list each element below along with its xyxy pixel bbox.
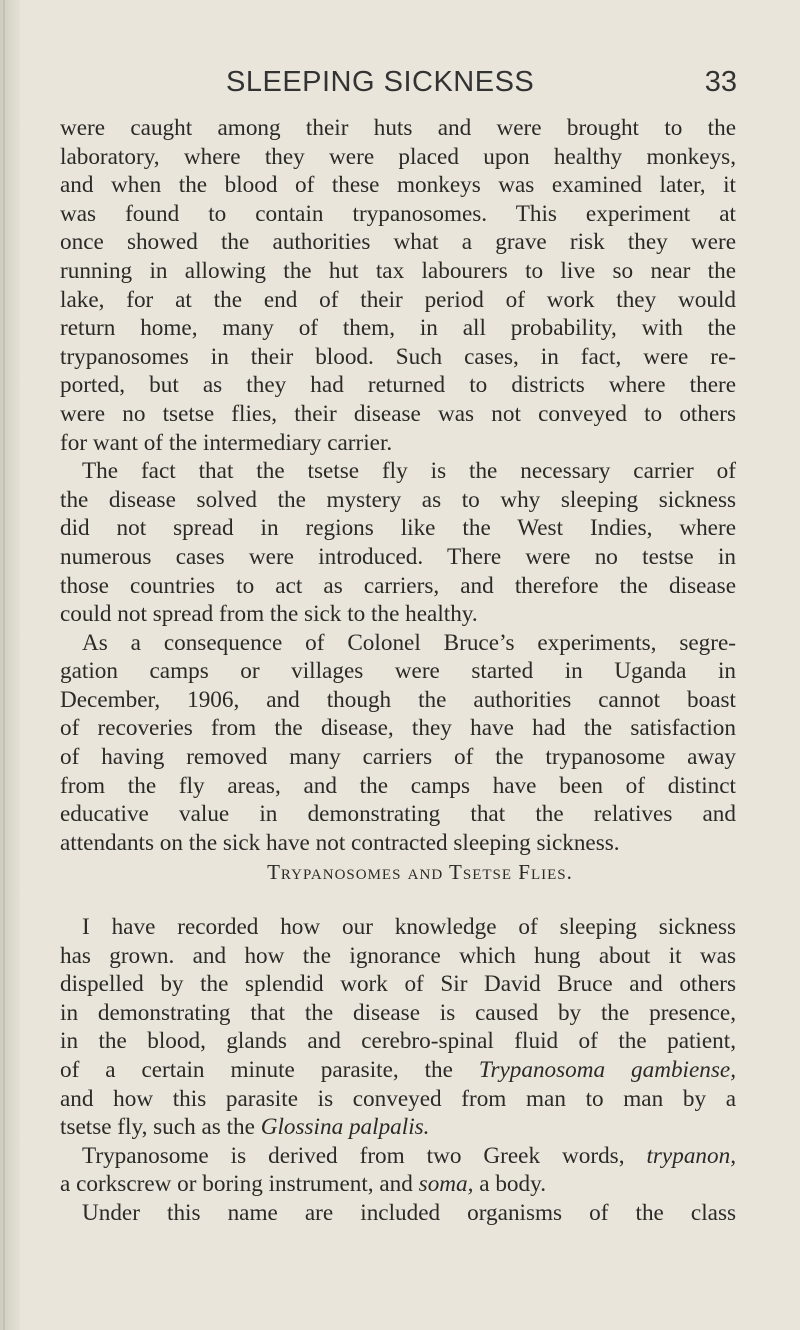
text-line: for want of the intermediary carrier. [60,429,393,456]
text-run: of a certain minute parasite, the [60,1056,479,1083]
text-run: Trypanosome is derived from two Greek words, [82,1142,647,1169]
text-line: could not spread from the sick to the healthy. [60,601,478,628]
page-header [0,66,800,106]
text-line: December, 1906, and though the authorities cannot boast [60,686,736,713]
text-line [60,1142,736,1171]
text-line [60,1113,736,1142]
text-line: of having removed many carriers of the trypanosome away [60,744,736,771]
text-line [60,1170,736,1199]
text-line: was found to contain trypanosomes. This experiment at [60,200,736,227]
text-line: ported, but as they had returned to districts where there [60,372,736,399]
text-line: those countries to act as carriers, and therefore the disease [60,572,736,599]
text-line: Under this name are included organisms of the class [82,1199,736,1226]
text-line: I have recorded how our knowledge of sleeping sickness [82,914,736,940]
page-number: 33 [704,66,737,98]
text-run: tsetse fly, such as the [60,1114,261,1141]
text-line: educative value in demonstrating that the relatives and [60,801,736,828]
text-line: running in allowing the hut tax labourers to live so near the [60,257,736,284]
text-run: a body. [473,1171,546,1198]
text-line: were no tsetse flies, their disease was not conveyed to others [60,400,736,427]
text-line: were caught among their huts and were brought to the [60,115,736,141]
text-line: and when the blood of these monkeys was examined later, it [60,172,736,199]
text-line: has grown. and how the ignorance which hung about it was [60,942,736,969]
text-line: laboratory, where they were placed upon healthy monkeys, [60,143,736,170]
text-line: of recoveries from the disease, they have had the satisfaction [60,715,736,742]
text-line: in demonstrating that the disease is caused by the presence, [60,999,736,1026]
text-line: As a consequence of Colonel Bruce’s experiments, segre- [82,629,736,656]
text-line: return home, many of them, in all probability, with the [60,315,736,342]
text-line: numerous cases were introduced. There were no testse in [60,543,736,570]
text-line: gation camps or villages were started in Uganda in [60,658,736,685]
text-line: dispelled by the splendid work of Sir David Bruce and others [60,971,736,998]
text-line: the disease solved the mystery as to why sleeping sickness [60,486,736,513]
text-line: attendants on the sick have not contracted sleeping sickness. [60,829,620,856]
binding-gutter [0,0,20,1330]
greek-word: soma, [418,1171,474,1198]
text-line: once showed the authorities what a grave risk they were [60,229,736,256]
section-heading: Trypanosomes and Tsetse Flies. [267,860,573,884]
species-name: Glossina palpalis. [260,1114,430,1141]
text-line: The fact that the tsetse fly is the necessary carrier of [82,458,736,485]
body-text-section-2 [60,913,736,1228]
body-text-section-1 [60,114,736,857]
greek-word: trypanon, [646,1142,736,1169]
running-title: SLEEPING SICKNESS [226,66,535,98]
text-line: from the fly areas, and the camps have been of distinct [60,772,736,799]
text-line: trypanosomes in their blood. Such cases, in fact, were re- [60,343,736,370]
section-heading-wrap [0,860,800,885]
text-line: lake, for at the end of their period of work they would [60,286,736,313]
text-line [60,1056,736,1085]
text-line: did not spread in regions like the West Indies, where [60,515,736,542]
text-line: in the blood, glands and cerebro-spinal fluid of the patient, [60,1028,736,1055]
text-line: and how this parasite is conveyed from man to man by a [60,1085,736,1112]
species-name: Trypanosoma gambiense, [478,1056,736,1083]
text-run: a corkscrew or boring instrument, and [60,1171,419,1198]
